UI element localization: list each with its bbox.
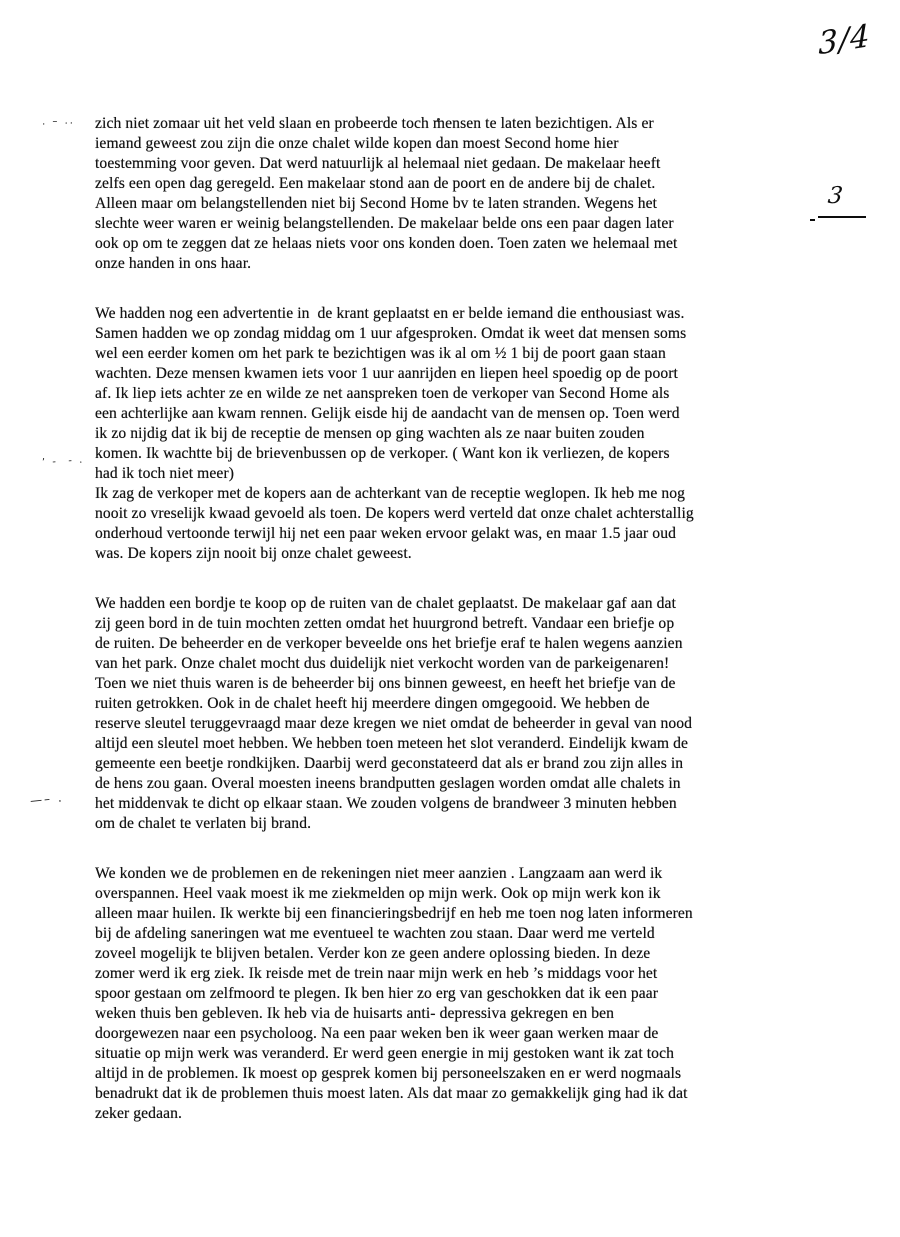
text-line: om de chalet te verlaten bij brand.: [95, 815, 312, 832]
text-line: onderhoud vertoonde terwijl hij net een paar weken ervoor gelakt was, en maar 1.5 jaar oud: [95, 525, 676, 542]
text-line: alleen maar huilen. Ik werkte bij een financieringsbedrijf en heb me toen nog laten informeren: [95, 905, 693, 922]
text-line: Samen hadden we op zondag middag om 1 uur afgesproken. Omdat ik weet dat mensen soms: [95, 325, 687, 342]
text-line: reserve sleutel teruggevraagd maar deze kregen we niet omdat de beheerder in geval van nood: [95, 715, 693, 732]
text-line: bij de afdeling saneringen wat me eventueel te wachten zou staan. Daar werd me verteld: [95, 925, 655, 942]
margin-mark: ’ - - .: [41, 454, 85, 469]
text-line: Toen we niet thuis waren is de beheerder bij ons binnen geweest, en heeft het briefje van de: [95, 675, 676, 692]
text-line: weken thuis ben gebleven. Ik heb via de huisarts anti- depressiva gekregen en ben: [95, 1005, 615, 1022]
text-line: ruiten getrokken. Ook in de chalet heeft hij meerdere dingen omgegooid. We hebben de: [95, 695, 650, 712]
text-line: altijd een sleutel moet hebben. We hebben toen meteen het slot veranderd. Eindelijk kwam de: [95, 735, 688, 752]
text-line: Alleen maar om belangstellenden niet bij Second Home bv te laten stranden. Wegens het: [95, 195, 658, 212]
text-line: iemand geweest zou zijn die onze chalet wilde kopen dan moest Second home hier: [95, 135, 619, 152]
text-line: zelfs een open dag geregeld. Een makelaar stond aan de poort en de andere bij de chalet.: [95, 175, 656, 192]
text-line: de ruiten. De beheerder en de verkoper beveelde ons het briefje eraf te halen wegens aanzien: [95, 635, 683, 652]
margin-annotation-underline: [818, 216, 866, 218]
margin-annotation-number: 3: [826, 183, 845, 209]
text-line: benadrukt dat ik de problemen thuis moest laten. Als dat maar zo gemakkelijk ging had ik dat: [95, 1085, 688, 1102]
text-line: een achterlijke aan kwam rennen. Gelijk eisde hij de aandacht van de mensen op. Toen werd: [95, 405, 680, 422]
text-line: van het park. Onze chalet mocht dus duidelijk niet verkocht worden van de parkeigenaren!: [95, 655, 670, 672]
margin-mark: —– .: [29, 790, 65, 808]
text-line: het middenvak te dicht op elkaar staan. We zouden volgens de brandweer 3 minuten hebben: [95, 795, 677, 812]
text-line: altijd in de problemen. Ik moest op gesprek komen bij personeelszaken en er werd nogmaals: [95, 1065, 682, 1082]
handwritten-page-number: 3/4: [818, 17, 871, 63]
text-line: komen. Ik wachtte bij de brievenbussen op de verkoper. ( Want kon ik verliezen, de kopers: [95, 445, 670, 462]
text-line: ik zo nijdig dat ik bij de receptie de mensen op ging wachten als ze naar buiten zouden: [95, 425, 645, 442]
text-line: wel een eerder komen om het park te bezichtigen was ik al om ½ 1 bij de poort gaan staan: [95, 345, 666, 362]
text-line: spoor gestaan om zelfmoord te plegen. Ik ben hier zo erg van geschokken dat ik een paar: [95, 985, 659, 1002]
text-line: situatie op mijn werk was veranderd. Er werd geen energie in mij gestoken want ik zat toch: [95, 1045, 675, 1062]
text-line: overspannen. Heel vaak moest ik me ziekmelden op mijn werk. Ook op mijn werk kon ik: [95, 885, 661, 902]
text-line: zich niet zomaar uit het veld slaan en probeerde toch mensen te laten bezichtigen. Als er: [95, 115, 654, 132]
paragraph: [95, 594, 800, 834]
text-line: We hadden nog een advertentie in de krant geplaatst en er belde iemand die enthousiast was.: [95, 305, 685, 322]
text-line: zoveel mogelijk te blijven betalen. Verder kon ze geen andere oplossing bieden. In deze: [95, 945, 651, 962]
paragraph: [95, 304, 800, 564]
text-line: Ik zag de verkoper met de kopers aan de achterkant van de receptie weglopen. Ik heb me nog: [95, 485, 686, 502]
text-line: onze handen in ons haar.: [95, 255, 252, 272]
text-line: af. Ik liep iets achter ze en wilde ze net aanspreken toen de verkoper van Second Home als: [95, 385, 670, 402]
text-line: was. De kopers zijn nooit bij onze chalet geweest.: [95, 545, 412, 562]
paragraph: [95, 114, 800, 274]
text-line: toestemming voor geven. Dat werd natuurlijk al helemaal niet gedaan. De makelaar heeft: [95, 155, 661, 172]
document-text: [95, 114, 800, 1154]
text-line: gemeente een beetje rondkijken. Daarbij werd geconstateerd dat als er brand zou zijn alles in: [95, 755, 684, 772]
text-line: We konden we de problemen en de rekeningen niet meer aanzien . Langzaam aan werd ik: [95, 865, 663, 882]
text-line: slechte weer waren er weinig belangstellenden. De makelaar belde ons een paar dagen later: [95, 215, 674, 232]
text-line: zij geen bord in de tuin mochten zetten omdat het huurgrond betreft. Vandaar een briefje op: [95, 615, 675, 632]
margin-annotation-underline-dot: [810, 219, 815, 221]
text-line: had ik toch niet meer): [95, 465, 235, 482]
text-line: de hens zou gaan. Overal moesten ineens brandputten geslagen worden omdat alle chalets in: [95, 775, 681, 792]
text-line: zomer werd ik erg ziek. Ik reisde met de trein naar mijn werk en heb ’s middags voor het: [95, 965, 658, 982]
paragraph: [95, 864, 800, 1124]
text-line: ook op om te zeggen dat ze helaas niets voor ons konden doen. Toen zaten we helemaal met: [95, 235, 678, 252]
margin-mark: . – ..: [41, 115, 76, 128]
text-line: wachten. Deze mensen kwamen iets voor 1 uur aanrijden en liepen heel spoedig op de poort: [95, 365, 678, 382]
text-line: zeker gedaan.: [95, 1105, 183, 1122]
text-line: We hadden een bordje te koop op de ruiten van de chalet geplaatst. De makelaar gaf aan dat: [95, 595, 676, 612]
text-line: nooit zo vreselijk kwaad gevoeld als toen. De kopers werd verteld dat onze chalet achterstallig: [95, 505, 694, 522]
text-line: doorgewezen naar een psycholoog. Na een paar weken ben ik weer gaan werken maar de: [95, 1025, 659, 1042]
